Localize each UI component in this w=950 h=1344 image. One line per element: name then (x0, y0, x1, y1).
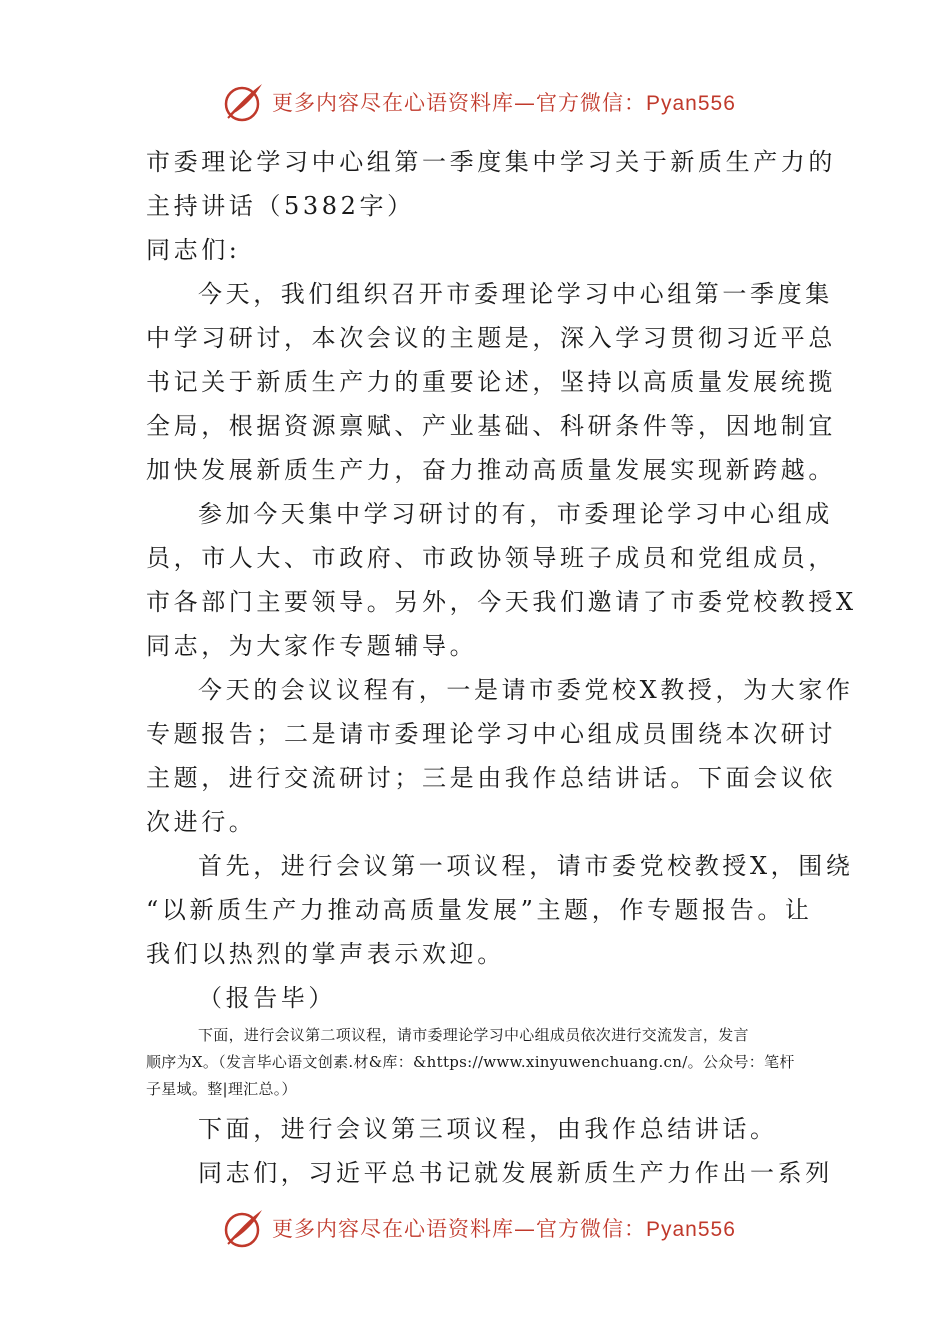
small-text-paragraph (146, 1022, 806, 1103)
paragraph-line: 我们以热烈的掌声表示欢迎。 (146, 940, 505, 968)
paragraph-line: 今天的会议议程有，一是请市委党校X教授，为大家作 (198, 676, 854, 704)
footer-watermark-banner (222, 1206, 736, 1250)
paragraph-line: “以新质生产力推动高质量发展”主题，作专题报告。让 (146, 896, 813, 924)
report-end-note: （报告毕） (198, 984, 336, 1012)
paragraph-line: 同志，为大家作专题辅导。 (146, 632, 478, 660)
doc-title-line: 市委理论学习中心组第一季度集中学习关于新质生产力的 (146, 148, 836, 176)
paragraph-line: 员，市人大、市政府、市政协领导班子成员和党组成员， (146, 544, 836, 572)
quill-pen-icon (222, 80, 266, 124)
banner-text: 更多内容尽在心语资料库—官方微信：Pyan556 (272, 91, 736, 115)
paragraph-line: 专题报告；二是请市委理论学习中心组成员围绕本次研讨 (146, 720, 836, 748)
quill-pen-icon (222, 1206, 266, 1250)
small-line: 顺序为X。（发言毕心语文创素.材&库：&https://www.xinyuwenchuang.cn/。公众号：笔杆 (146, 1053, 795, 1071)
small-line: 子星域。整|理汇总。） (146, 1080, 297, 1098)
paragraph-1 (146, 272, 836, 492)
paragraph-line: 市各部门主要领导。另外，今天我们邀请了市委党校教授X (146, 588, 857, 616)
header-watermark-banner (222, 80, 736, 124)
paragraph-4 (146, 844, 854, 976)
paragraph-2 (146, 492, 857, 668)
paragraph-line: 参加今天集中学习研讨的有，市委理论学习中心组成 (198, 500, 833, 528)
paragraph-line: 首先，进行会议第一项议程，请市委党校教授X，围绕 (198, 852, 854, 880)
paragraph-line: 书记关于新质生产力的重要论述，坚持以高质量发展统揽 (146, 368, 836, 396)
paragraph-6: 同志们，习近平总书记就发展新质生产力作出一系列 (198, 1159, 833, 1187)
paragraph-line: 加快发展新质生产力，奋力推动高质量发展实现新跨越。 (146, 456, 836, 484)
paragraph-line: 今天，我们组织召开市委理论学习中心组第一季度集 (198, 280, 833, 308)
paragraph-3 (146, 668, 854, 844)
paragraph-line: 次进行。 (146, 808, 257, 836)
banner-text: 更多内容尽在心语资料库—官方微信：Pyan556 (272, 1217, 736, 1241)
small-line: 下面，进行会议第二项议程，请市委理论学习中心组成员依次进行交流发言，发言 (198, 1026, 749, 1044)
paragraph-5: 下面，进行会议第三项议程，由我作总结讲话。 (198, 1115, 778, 1143)
paragraph-line: 中学习研讨，本次会议的主题是，深入学习贯彻习近平总 (146, 324, 836, 352)
paragraph-line: 主题，进行交流研讨；三是由我作总结讲话。下面会议依 (146, 764, 836, 792)
doc-title-line: 主持讲话（5382字） (146, 192, 415, 220)
greeting: 同志们: (146, 236, 241, 264)
document-body (146, 140, 857, 1195)
paragraph-line: 全局，根据资源禀赋、产业基础、科研条件等，因地制宜 (146, 412, 836, 440)
